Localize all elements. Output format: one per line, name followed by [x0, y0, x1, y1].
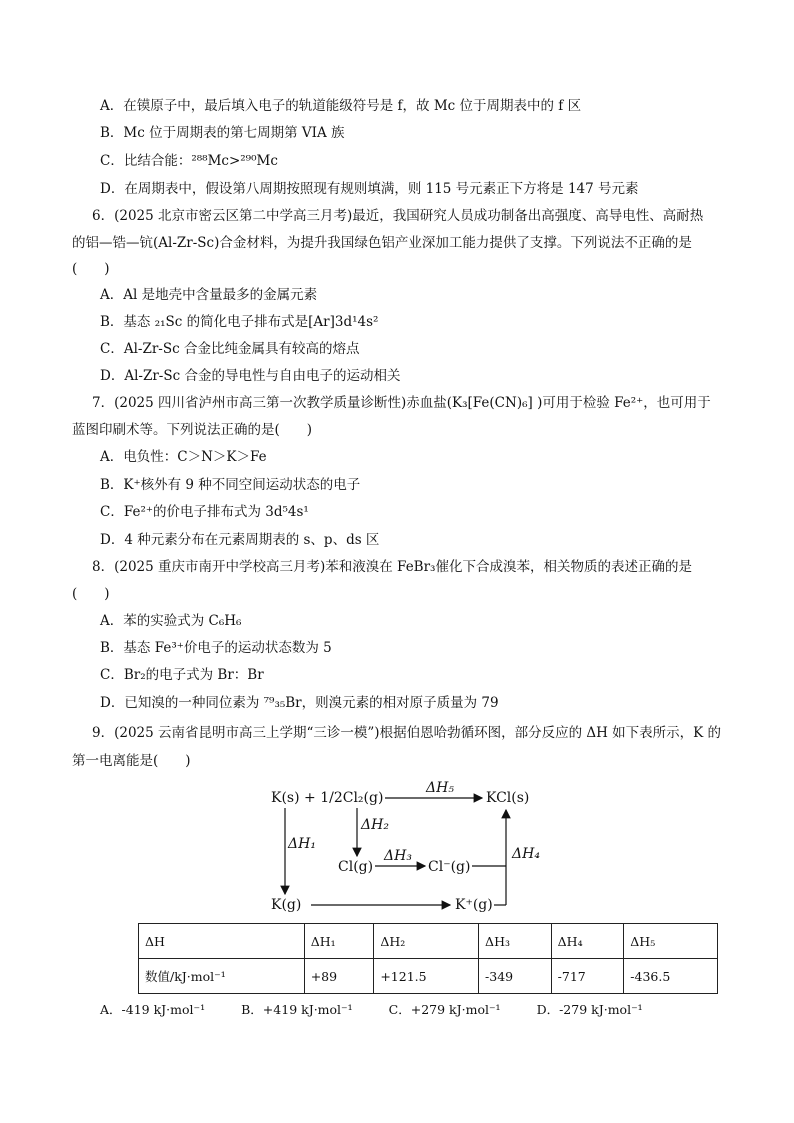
dh1-label: ΔH₁ — [288, 836, 316, 852]
q9-option-b: B．+419 kJ·mol⁻¹ — [241, 1002, 353, 1017]
q5-option-a: A．在镆原子中，最后填入电子的轨道能级符号是 f，故 Mc 位于周期表中的 f 区 — [100, 98, 582, 114]
enthalpy-table — [138, 923, 718, 994]
table-cell: +121.5 — [374, 959, 479, 994]
k-solid-plus-cl2-label: K(s) + 1/2Cl₂(g) — [271, 790, 384, 806]
q9-option-d: D．-279 kJ·mol⁻¹ — [536, 1002, 643, 1017]
table-cell: -436.5 — [624, 959, 718, 994]
q7-stem-line1: 7．(2025 四川省泸州市高三第一次教学质量诊断性)赤血盐(K₃[Fe(CN)₆] )可用于检验 Fe²⁺，也可用于 — [92, 395, 711, 411]
q8-option-b: B．基态 Fe³⁺价电子的运动状态数为 5 — [100, 640, 332, 656]
q7-option-a: A．电负性：C＞N＞K＞Fe — [100, 449, 267, 465]
q6-option-d: D．Al-Zr-Sc 合金的导电性与自由电子的运动相关 — [100, 368, 401, 384]
born-haber-cycle-diagram — [260, 778, 540, 918]
q8-answer-blank: ( ) — [72, 586, 110, 602]
q7-stem-line2: 蓝图印刷术等。下列说法正确的是( ) — [72, 422, 313, 438]
q6-option-a: A．Al 是地壳中含量最多的金属元素 — [100, 287, 318, 303]
dh2-label: ΔH₂ — [361, 817, 389, 833]
q6-option-c: C．Al-Zr-Sc 合金比纯金属具有较高的熔点 — [100, 341, 360, 357]
table-cell: ΔH₂ — [374, 924, 479, 959]
cl-gas-label: Cl(g) — [338, 859, 374, 875]
table-cell: ΔH — [139, 924, 305, 959]
q8-option-c: C．Br₂的电子式为 Br：Br — [100, 667, 264, 683]
dh3-label: ΔH₃ — [384, 848, 412, 864]
q9-option-c: C．+279 kJ·mol⁻¹ — [388, 1002, 501, 1017]
table-cell: 数值/kJ·mol⁻¹ — [139, 959, 305, 994]
table-cell: ΔH₅ — [624, 924, 718, 959]
q7-option-d: D．4 种元素分布在元素周期表的 s、p、ds 区 — [100, 532, 380, 548]
q7-option-b: B．K⁺核外有 9 种不同空间运动状态的电子 — [100, 477, 361, 493]
k-cation-gas-label: K⁺(g) — [455, 897, 493, 913]
q7-option-c: C．Fe²⁺的价电子排布式为 3d⁵4s¹ — [100, 504, 309, 520]
q6-option-b: B．基态 ₂₁Sc 的简化电子排布式是[Ar]3d¹4s² — [100, 314, 379, 330]
cl-anion-gas-label: Cl⁻(g) — [428, 859, 471, 875]
q8-option-a: A．苯的实验式为 C₆H₆ — [100, 613, 242, 629]
q9-stem-line1: 9．(2025 云南省昆明市高三上学期“三诊一模”)根据伯恩哈勃循环图，部分反应的 ΔH 如下表所示，K 的 — [92, 725, 722, 741]
table-cell: ΔH₃ — [479, 924, 552, 959]
table-cell: ΔH₁ — [304, 924, 374, 959]
k-gas-label: K(g) — [271, 897, 302, 913]
q6-stem-line1: 6．(2025 北京市密云区第二中学高三月考)最近，我国研究人员成功制备出高强度、高导电性、高耐热 — [92, 208, 704, 224]
q5-option-c: C．比结合能：²⁸⁸Mc>²⁹⁰Mc — [100, 153, 278, 169]
table-cell: -717 — [551, 959, 624, 994]
table-cell: -349 — [479, 959, 552, 994]
q5-option-b: B．Mc 位于周期表的第七周期第 VIA 族 — [100, 125, 345, 141]
q6-stem-line2: 的铝—锆—钪(Al-Zr-Sc)合金材料，为提升我国绿色铝产业深加工能力提供了支撑。下列说法不正确的是 — [72, 235, 692, 251]
q9-stem-line2: 第一电离能是( ) — [72, 753, 191, 769]
table-row — [139, 959, 718, 994]
table-cell: +89 — [304, 959, 374, 994]
kcl-solid-label: KCl(s) — [486, 790, 530, 806]
q5-option-d: D．在周期表中，假设第八周期按照现有规则填满，则 115 号元素正下方将是 147 号元素 — [100, 181, 639, 197]
q9-options — [100, 1000, 675, 1018]
q8-stem-line1: 8．(2025 重庆市南开中学校高三月考)苯和液溴在 FeBr₃催化下合成溴苯，相关物质的表述正确的是 — [92, 559, 692, 575]
table-header-row — [139, 924, 718, 959]
table-cell: ΔH₄ — [551, 924, 624, 959]
q8-option-d: D．已知溴的一种同位素为 ⁷⁹₃₅Br，则溴元素的相对原子质量为 79 — [100, 695, 499, 711]
dh5-label: ΔH₅ — [426, 780, 454, 796]
q9-option-a: A．-419 kJ·mol⁻¹ — [100, 1002, 206, 1017]
q6-answer-blank: ( ) — [72, 261, 110, 277]
dh4-label: ΔH₄ — [512, 846, 540, 862]
